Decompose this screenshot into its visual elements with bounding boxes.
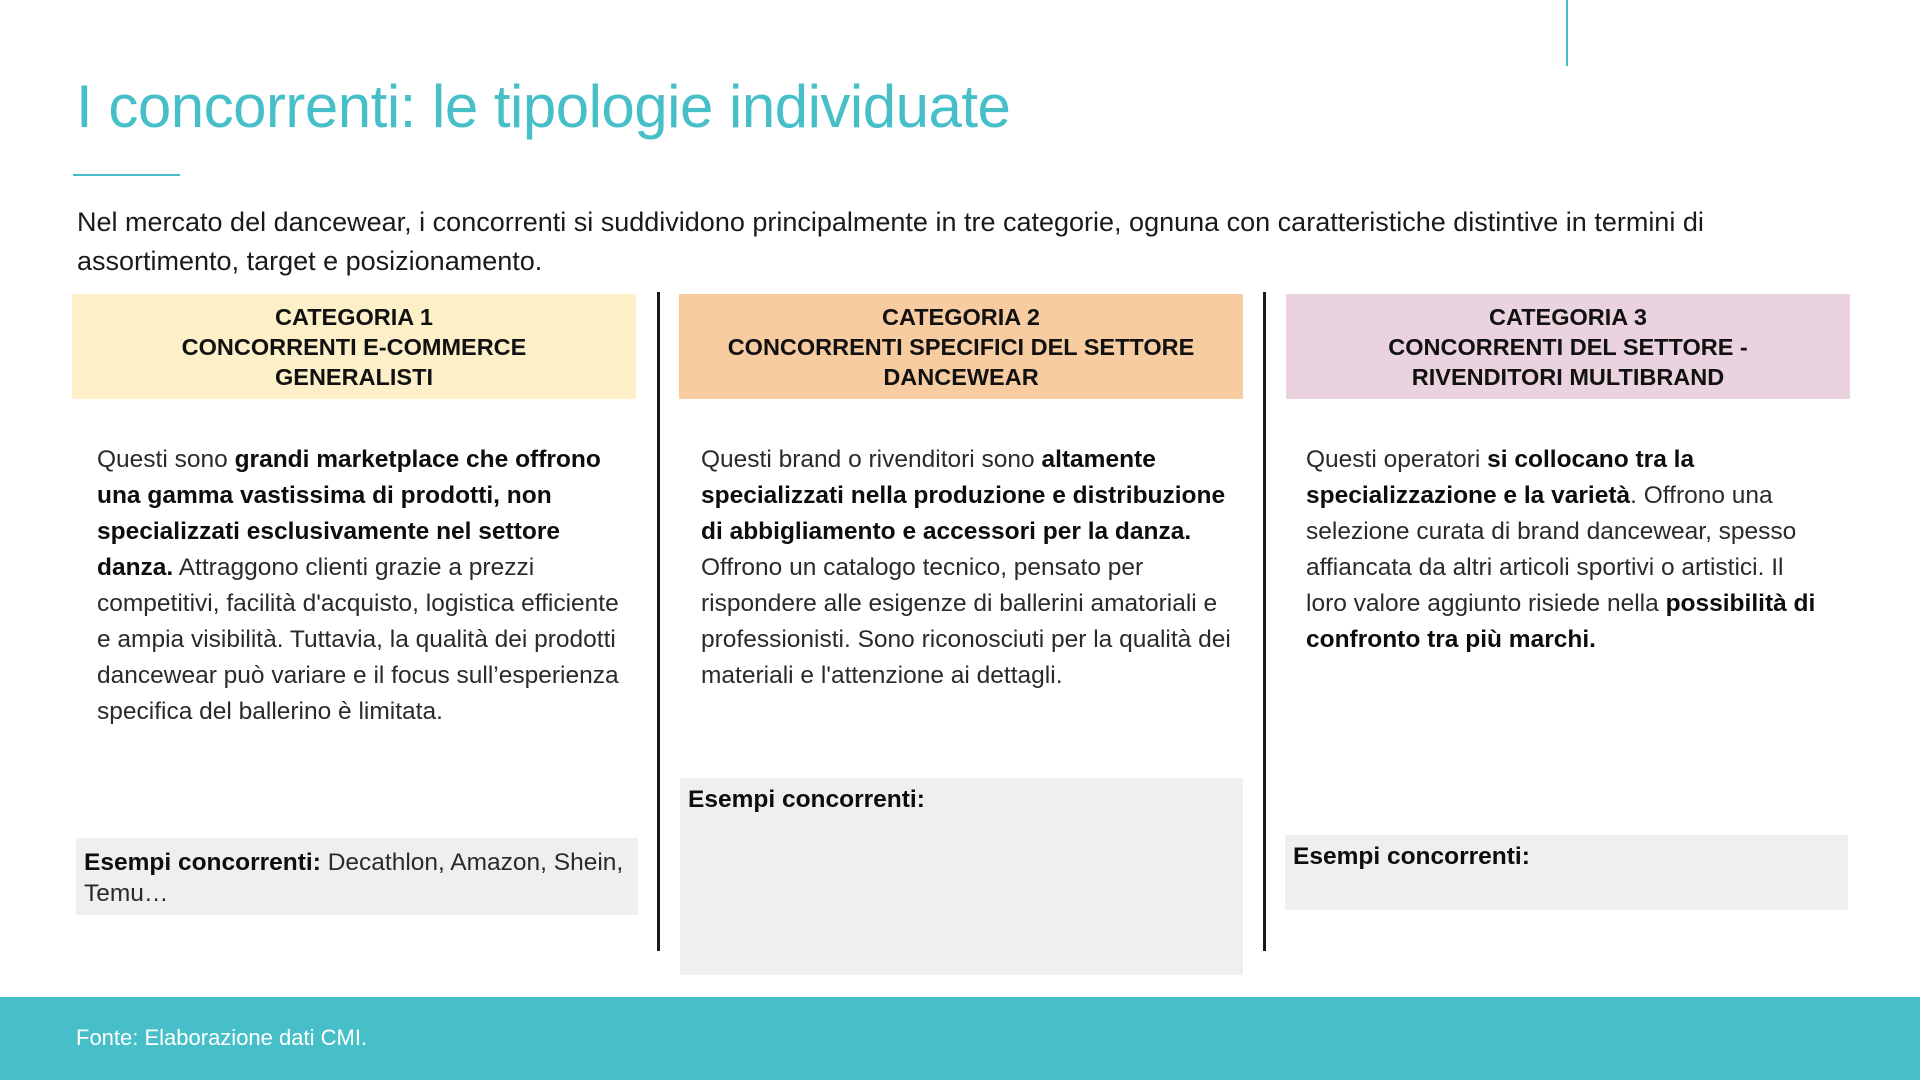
category-3-label: CATEGORIA 3 bbox=[1489, 303, 1647, 330]
category-1-desc-part-2: Attraggono clienti grazie a prezzi competitivi, facilità d'acquisto, logistica efficiente e ampia visibilità. Tuttavia, la qualità dei prodotti dancewear può variare e il focus sull’esperienza specifica del ballerino è limitata. bbox=[97, 554, 619, 725]
category-1-description bbox=[97, 442, 622, 730]
category-1-examples-label: Esempi concorrenti: bbox=[84, 849, 321, 876]
category-3-name-line-2: RIVENDITORI MULTIBRAND bbox=[1411, 363, 1725, 390]
category-1-name-line-2: GENERALISTI bbox=[275, 363, 433, 390]
category-1-label: CATEGORIA 1 bbox=[275, 303, 433, 330]
category-2-desc-part-2: Offrono un catalogo tecnico, pensato per rispondere alle esigenze di ballerini amatoriali e professionisti. Sono riconosciuti per la qualità dei materiali e l'attenzione ai dettagli. bbox=[701, 554, 1231, 689]
intro-paragraph: Nel mercato del dancewear, i concorrenti si suddividono principalmente in tre categorie, ognuna con caratteristiche distintive in termini di assortimento, target e posizionamento. bbox=[77, 207, 1704, 276]
category-2-name-line-1: CONCORRENTI SPECIFICI DEL SETTORE bbox=[727, 333, 1195, 360]
category-1-desc-highlight: grandi marketplace che offrono una gamma vastissima di prodotti, non specializzati esclusivamente nel settore danza. bbox=[97, 446, 601, 581]
category-3-name-line-1: CONCORRENTI DEL SETTORE - bbox=[1388, 333, 1748, 360]
category-2-description bbox=[701, 442, 1231, 694]
category-3-examples-label: Esempi concorrenti: bbox=[1293, 843, 1530, 870]
category-2-label: CATEGORIA 2 bbox=[882, 303, 1040, 330]
category-3-description bbox=[1306, 442, 1826, 658]
footer-source: Fonte: Elaborazione dati CMI. bbox=[76, 1025, 368, 1050]
category-2-name-line-2: DANCEWEAR bbox=[883, 363, 1039, 390]
category-3-desc-highlight-2: possibilità di confronto tra più marchi. bbox=[1306, 590, 1816, 653]
column-divider-1 bbox=[657, 292, 660, 951]
category-3-desc-part-1: Questi operatori bbox=[1306, 446, 1488, 473]
category-2-desc-part-1: Questi brand o rivenditori sono bbox=[701, 446, 1042, 473]
category-2-header bbox=[679, 294, 1243, 399]
title-underline bbox=[73, 174, 180, 176]
slide-title: I concorrenti: le tipologie individuate bbox=[76, 73, 1011, 140]
footer-bar bbox=[0, 997, 1920, 1080]
category-3-header bbox=[1286, 294, 1850, 399]
category-3-desc-highlight-1: si collocano tra la specializzazione e la varietà bbox=[1306, 446, 1695, 509]
category-1-desc-part-1: Questi sono bbox=[97, 446, 235, 473]
category-2-desc-highlight: altamente specializzati nella produzione e distribuzione di abbigliamento e accessori per la danza. bbox=[701, 446, 1226, 545]
category-1-examples-box bbox=[76, 838, 638, 915]
column-divider-2 bbox=[1263, 292, 1266, 951]
category-2-examples-box bbox=[680, 778, 1243, 975]
category-3-examples-box bbox=[1285, 835, 1848, 910]
category-1-name-line-1: CONCORRENTI E-COMMERCE bbox=[181, 333, 527, 360]
category-2-examples-label: Esempi concorrenti: bbox=[688, 786, 925, 813]
category-3-desc-part-2: . Offrono una selezione curata di brand dancewear, spesso affiancata da altri articoli sportivi o artistici. Il loro valore aggiunto risiede nella bbox=[1306, 482, 1797, 617]
category-1-examples-value: Decathlon, Amazon, Shein, Temu… bbox=[84, 849, 624, 907]
category-1-header bbox=[72, 294, 636, 399]
top-accent-rule bbox=[1566, 0, 1568, 66]
